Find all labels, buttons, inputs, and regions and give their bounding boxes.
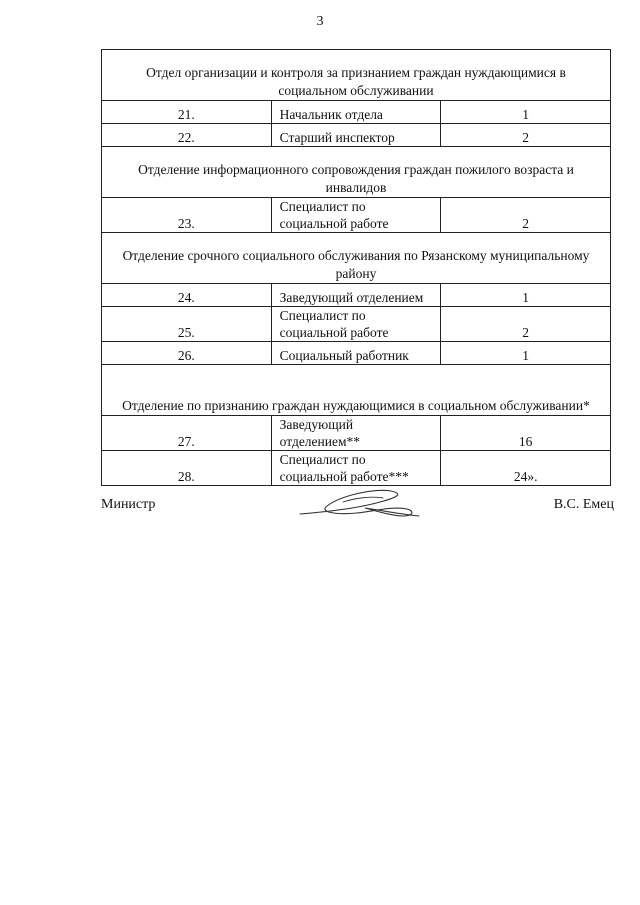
section-header-row xyxy=(102,147,611,198)
position-title: Старший инспектор xyxy=(271,124,441,147)
signatory-name: В.С. Емец xyxy=(553,497,614,512)
row-number: 24. xyxy=(102,284,272,307)
row-number: 27. xyxy=(102,416,272,451)
table-row xyxy=(102,124,611,147)
position-title: Специалист по социальной работе xyxy=(271,198,441,233)
section-header-row xyxy=(102,233,611,284)
staff-quantity: 2 xyxy=(441,198,611,233)
staff-quantity: 24». xyxy=(441,451,611,486)
row-number: 21. xyxy=(102,101,272,124)
row-number: 26. xyxy=(102,342,272,365)
section-header-row xyxy=(102,365,611,416)
position-title: Заведующий отделением** xyxy=(271,416,441,451)
staff-table-body xyxy=(102,50,611,486)
table-row xyxy=(102,451,611,486)
position-title: Социальный работник xyxy=(271,342,441,365)
section-title: Отделение по признанию граждан нуждающимися в социальном обслуживании* xyxy=(102,365,611,416)
section-title: Отделение срочного социального обслуживания по Рязанскому муниципальному району xyxy=(102,233,611,284)
staff-quantity: 1 xyxy=(441,101,611,124)
page-number: 3 xyxy=(316,14,324,29)
signatory-role: Министр xyxy=(101,497,156,512)
signature-image xyxy=(295,484,425,524)
section-title: Отдел организации и контроля за признанием граждан нуждающимися в социальном обслуживании xyxy=(102,50,611,101)
row-number: 23. xyxy=(102,198,272,233)
row-number: 28. xyxy=(102,451,272,486)
position-title: Начальник отдела xyxy=(271,101,441,124)
staff-quantity: 2 xyxy=(441,307,611,342)
row-number: 22. xyxy=(102,124,272,147)
staff-quantity: 16 xyxy=(441,416,611,451)
position-title: Специалист по социальной работе*** xyxy=(271,451,441,486)
table-row xyxy=(102,284,611,307)
staff-quantity: 1 xyxy=(441,342,611,365)
staff-quantity: 2 xyxy=(441,124,611,147)
table-row xyxy=(102,342,611,365)
table-row xyxy=(102,101,611,124)
table-row xyxy=(102,198,611,233)
table-row xyxy=(102,307,611,342)
section-title: Отделение информационного сопровождения граждан пожилого возраста и инвалидов xyxy=(102,147,611,198)
staff-quantity: 1 xyxy=(441,284,611,307)
row-number: 25. xyxy=(102,307,272,342)
section-header-row xyxy=(102,50,611,101)
table-row xyxy=(102,416,611,451)
position-title: Заведующий отделением xyxy=(271,284,441,307)
position-title: Специалист по социальной работе xyxy=(271,307,441,342)
staff-table xyxy=(101,49,611,486)
